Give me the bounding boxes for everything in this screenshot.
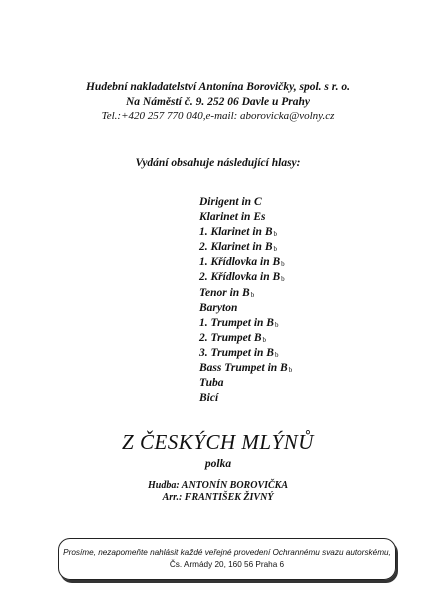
part-item	[199, 241, 292, 256]
copyright-notice-box	[58, 538, 396, 580]
part-item	[199, 317, 292, 332]
part-label: 2. Trumpet B	[199, 331, 262, 344]
flat-sign: b	[250, 290, 255, 299]
part-label: 1. Křídlovka in B	[199, 256, 281, 269]
part-label: 1. Trumpet in B	[199, 316, 274, 329]
part-item	[199, 287, 292, 302]
flat-sign: b	[273, 245, 277, 254]
flat-sign: b	[274, 350, 279, 359]
publisher-address: Na Náměstí č. 9. 252 06 Davle u Prahy	[126, 96, 310, 108]
flat-sign: b	[281, 260, 285, 269]
work-genre: polka	[204, 458, 232, 470]
part-label: Bicí	[199, 392, 219, 405]
part-label: Tuba	[199, 377, 224, 390]
publisher-contact: Tel.:+420 257 770 040,e-mail: aborovicka@volny.cz	[101, 110, 335, 122]
part-item	[199, 302, 292, 317]
part-label: Baryton	[199, 301, 238, 314]
publisher-name: Hudební nakladatelství Antonína Borovičky, spol. s r. o.	[85, 81, 350, 93]
part-item	[199, 256, 292, 271]
work-title: Z ČESKÝCH MLÝNŮ	[122, 430, 314, 454]
parts-intro: Vydání obsahuje následující hlasy:	[135, 157, 301, 169]
part-label: Tenor in B	[199, 286, 250, 299]
flat-sign: b	[281, 275, 285, 284]
part-item	[199, 347, 292, 362]
flat-sign: b	[288, 366, 293, 375]
part-item	[199, 392, 292, 407]
part-label: Bass Trumpet in B	[199, 362, 288, 375]
part-label: Klarinet in Es	[199, 211, 266, 224]
notice-line-1: Prosíme, nezapomeňte nahlásit každé veřejné provedení Ochrannému svazu autorskému,	[63, 548, 391, 557]
part-label: 2. Klarinet in B	[199, 241, 273, 254]
flat-sign: b	[262, 335, 267, 344]
part-label: 3. Trumpet in B	[199, 346, 274, 359]
credit-arrangement: Arr.: FRANTIŠEK ŽIVNÝ	[162, 492, 274, 503]
part-item	[199, 211, 292, 226]
part-item	[199, 271, 292, 286]
credit-music: Hudba: ANTONÍN BOROVIČKA	[147, 480, 289, 491]
flat-sign: b	[273, 230, 277, 239]
part-item	[199, 362, 292, 377]
flat-sign: b	[274, 320, 279, 329]
part-item	[199, 332, 292, 347]
part-label: 1. Klarinet in B	[199, 226, 273, 239]
notice-line-2: Čs. Armády 20, 160 56 Praha 6	[169, 560, 285, 569]
parts-list	[199, 196, 292, 407]
part-item	[199, 226, 292, 241]
part-label: Dirigent in C	[199, 196, 262, 208]
part-label: 2. Křídlovka in B	[199, 271, 281, 284]
part-item	[199, 196, 292, 211]
part-item	[199, 377, 292, 392]
